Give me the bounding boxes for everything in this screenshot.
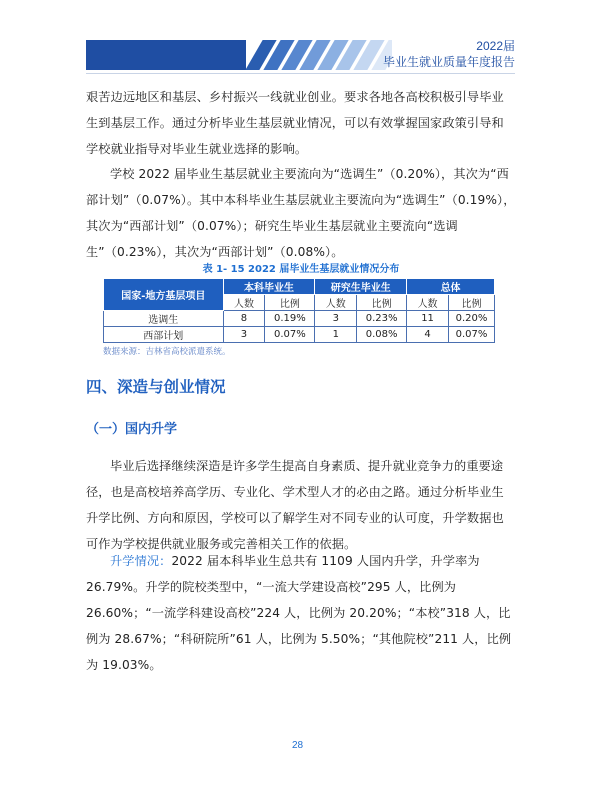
table-row-label: 选调生 (104, 311, 224, 327)
table-cell: 0.20% (449, 311, 495, 327)
header-banner (86, 40, 392, 70)
paragraph-admission (86, 548, 516, 678)
table-subheader: 比例 (449, 295, 495, 311)
table-source-note: 数据来源：吉林省高校派遣系统。 (103, 347, 231, 357)
table-cell: 0.19% (265, 311, 315, 327)
header-divider (86, 73, 515, 74)
table-subheader: 比例 (357, 295, 407, 311)
table-group-header: 研究生毕业生 (315, 279, 407, 295)
table-row-header: 国家-地方基层项目 (104, 279, 224, 311)
admission-lead: 升学情况： (110, 554, 172, 568)
paragraph-further-study: 毕业后选择继续深造是许多学生提高自身素质、提升就业竞争力的重要途径，也是高校培养高学历、专业化、学术型人才的必由之路。通过分析毕业生升学比例、方向和原因，学校可以了解学生对不同专业的认可度，升学数据也可作为学校提供就业服务或完善相关工作的依据。 (86, 459, 504, 551)
table-subheader: 人数 (223, 295, 265, 311)
table-row (104, 327, 495, 343)
table-cell: 3 (223, 327, 265, 343)
header-report-title: 毕业生就业质量年度报告 (382, 55, 515, 69)
table-row-label: 西部计划 (104, 327, 224, 343)
table-cell: 1 (315, 327, 357, 343)
table-cell: 11 (407, 311, 449, 327)
header-year: 2022届 (476, 39, 515, 53)
table-group-header: 总体 (407, 279, 495, 295)
table-caption: 表 1- 15 2022 届毕业生基层就业情况分布 (202, 264, 400, 275)
table-header-row (104, 279, 495, 295)
table-cell: 0.07% (449, 327, 495, 343)
paragraph-grassroots-intro: 艰苦边远地区和基层、乡村振兴一线就业创业。要求各地各高校积极引导毕业生到基层工作。通过分析毕业生基层就业情况，可以有效掌握国家政策引导和学校就业指导对毕业生就业选择的影响。 (86, 90, 504, 156)
subsection-title: （一）国内升学 (86, 422, 178, 437)
table-subheader: 人数 (407, 295, 449, 311)
header-banner-solid (86, 40, 246, 70)
grassroots-table (103, 278, 495, 343)
paragraph-grassroots-summary: 学校 2022 届毕业生基层就业主要流向为“选调生”（0.20%），其次为“西部计划”（0.07%）。其中本科毕业生基层就业主要流向为“选调生”（0.19%），其次为“西部计划”（0.07%）；研究生毕业生基层就业主要流向“选调生”（0.23%），其次为“西部计划”（0.08%）。 (86, 167, 516, 259)
section-title: 四、深造与创业情况 (86, 378, 226, 396)
page-number: 28 (291, 740, 304, 751)
table-cell: 4 (407, 327, 449, 343)
header-title (383, 38, 515, 70)
table-group-header: 本科毕业生 (223, 279, 315, 295)
table-cell: 8 (223, 311, 265, 327)
table-cell: 3 (315, 311, 357, 327)
admission-body: 2022 届本科毕业生总共有 1109 人国内升学，升学率为 26.79%。升学的院校类型中，“一流大学建设高校”295 人，比例为 26.60%；“一流学科建设高校”224 人，比例为 20.20%；“本校”318 人，比例为 28.67%；“科研院所”61 人，比例为 5.50%；“其他院校”211 人，比例为 19.03%。 (86, 554, 512, 672)
table-cell: 0.07% (265, 327, 315, 343)
table-subheader: 比例 (265, 295, 315, 311)
table-subheader: 人数 (315, 295, 357, 311)
table-cell: 0.08% (357, 327, 407, 343)
table-row (104, 311, 495, 327)
table-cell: 0.23% (357, 311, 407, 327)
